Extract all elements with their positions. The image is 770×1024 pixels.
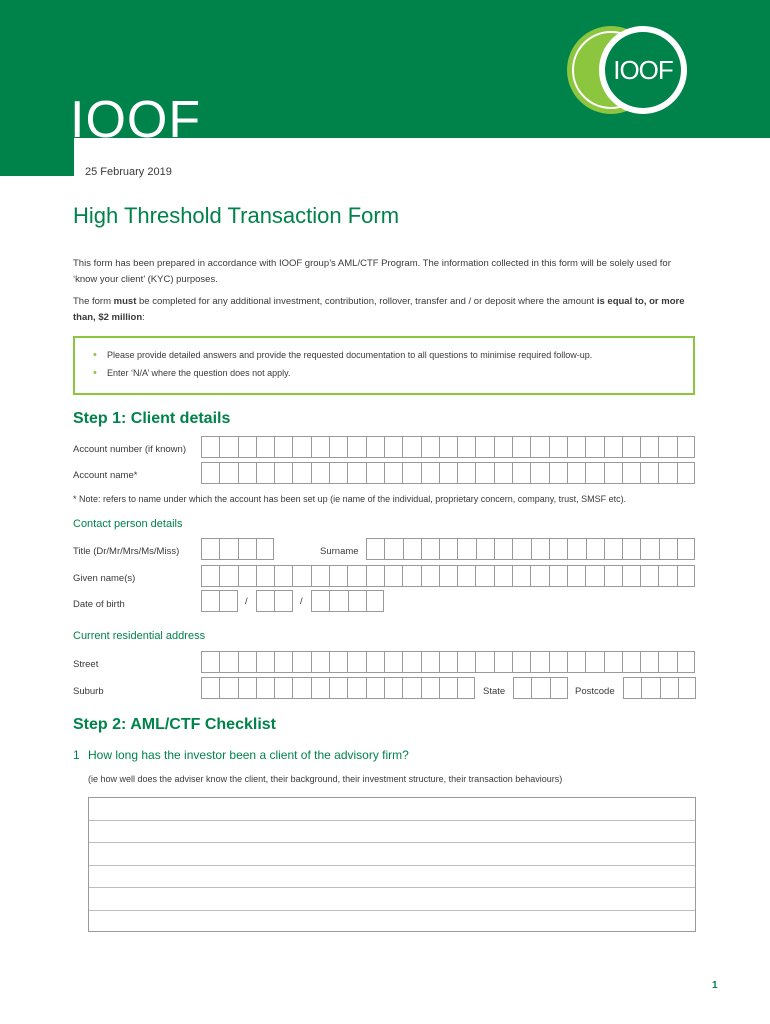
char-box[interactable]: [201, 590, 219, 612]
char-box[interactable]: [256, 677, 274, 699]
char-box[interactable]: [512, 462, 530, 484]
char-box[interactable]: [457, 651, 475, 673]
char-box[interactable]: [347, 565, 365, 587]
char-box[interactable]: [439, 538, 457, 560]
char-box[interactable]: [457, 538, 475, 560]
char-box[interactable]: [512, 565, 530, 587]
char-box[interactable]: [640, 565, 658, 587]
char-box[interactable]: [604, 462, 622, 484]
char-box[interactable]: [640, 436, 658, 458]
char-box[interactable]: [366, 436, 384, 458]
char-box[interactable]: [274, 677, 292, 699]
char-box[interactable]: [366, 538, 384, 560]
char-box[interactable]: [531, 677, 549, 699]
char-box[interactable]: [256, 462, 274, 484]
char-box[interactable]: [256, 565, 274, 587]
char-box[interactable]: [384, 651, 402, 673]
char-box[interactable]: [421, 436, 439, 458]
char-box[interactable]: [274, 651, 292, 673]
char-box[interactable]: [421, 651, 439, 673]
title-input[interactable]: [201, 538, 274, 560]
char-box[interactable]: [421, 462, 439, 484]
char-box[interactable]: [311, 651, 329, 673]
char-box[interactable]: [292, 677, 310, 699]
char-box[interactable]: [219, 677, 237, 699]
char-box[interactable]: [622, 462, 640, 484]
char-box[interactable]: [402, 436, 420, 458]
header-title: IOOF: [70, 91, 202, 149]
answer-line[interactable]: [89, 888, 695, 911]
char-box[interactable]: [659, 538, 677, 560]
bullet-icon: •: [93, 367, 97, 379]
char-box[interactable]: [475, 651, 493, 673]
char-box[interactable]: [476, 538, 494, 560]
char-box[interactable]: [402, 651, 420, 673]
char-box[interactable]: [530, 651, 548, 673]
char-box[interactable]: [512, 651, 530, 673]
char-box[interactable]: [219, 436, 237, 458]
char-box[interactable]: [640, 462, 658, 484]
char-box[interactable]: [494, 538, 512, 560]
given-names-label: Given name(s): [73, 573, 136, 584]
char-box[interactable]: [329, 677, 347, 699]
char-box[interactable]: [311, 677, 329, 699]
char-box[interactable]: [475, 565, 493, 587]
question-1-answer-area[interactable]: [88, 797, 696, 932]
char-box[interactable]: [347, 651, 365, 673]
question-hint: (ie how well does the adviser know the client, their background, their investment structure, their transaction behaviours): [88, 774, 563, 784]
char-box[interactable]: [366, 677, 384, 699]
step2-heading: Step 2: AML/CTF Checklist: [73, 716, 276, 733]
header-notch: [0, 138, 74, 176]
char-box[interactable]: [311, 462, 329, 484]
char-box[interactable]: [549, 538, 567, 560]
char-box[interactable]: [549, 651, 567, 673]
step1-heading: Step 1: Client details: [73, 410, 231, 427]
char-box[interactable]: [311, 436, 329, 458]
state-input[interactable]: [513, 677, 568, 699]
char-box[interactable]: [219, 565, 237, 587]
answer-line[interactable]: [89, 843, 695, 866]
dob-separator: /: [300, 596, 303, 607]
char-box[interactable]: [475, 436, 493, 458]
char-box[interactable]: [201, 538, 219, 560]
char-box[interactable]: [366, 651, 384, 673]
char-box[interactable]: [347, 677, 365, 699]
char-box[interactable]: [219, 651, 237, 673]
char-box[interactable]: [329, 590, 347, 612]
question-number: 1: [73, 748, 80, 762]
char-box[interactable]: [640, 651, 658, 673]
char-box[interactable]: [384, 565, 402, 587]
char-box[interactable]: [219, 590, 237, 612]
char-box[interactable]: [658, 436, 676, 458]
dob-year-input[interactable]: [311, 590, 384, 612]
char-box[interactable]: [586, 538, 604, 560]
char-box[interactable]: [604, 565, 622, 587]
postcode-input[interactable]: [623, 677, 696, 699]
char-box[interactable]: [384, 462, 402, 484]
char-box[interactable]: [311, 565, 329, 587]
char-box[interactable]: [513, 677, 531, 699]
char-box[interactable]: [457, 565, 475, 587]
char-box[interactable]: [585, 436, 603, 458]
char-box[interactable]: [292, 565, 310, 587]
char-box[interactable]: [439, 565, 457, 587]
instruction-item: • Please provide detailed answers and provide the requested documentation to all questions to minimise required follow-up.: [93, 346, 693, 364]
char-box[interactable]: [329, 565, 347, 587]
char-box[interactable]: [549, 462, 567, 484]
question-text: How long has the investor been a client of the advisory firm?: [88, 748, 409, 762]
contact-person-heading: Contact person details: [73, 518, 183, 530]
char-box[interactable]: [384, 538, 402, 560]
char-box[interactable]: [567, 565, 585, 587]
char-box[interactable]: [274, 565, 292, 587]
char-box[interactable]: [567, 462, 585, 484]
char-box[interactable]: [256, 651, 274, 673]
char-box[interactable]: [567, 538, 585, 560]
instructions-box: [73, 336, 695, 395]
char-box[interactable]: [256, 436, 274, 458]
page-number: 1: [712, 980, 718, 991]
bullet-icon: •: [93, 349, 97, 361]
char-box[interactable]: [347, 436, 365, 458]
char-box[interactable]: [403, 538, 421, 560]
char-box[interactable]: [201, 677, 219, 699]
given-names-input[interactable]: [201, 565, 695, 587]
char-box[interactable]: [530, 462, 548, 484]
intro-paragraph: This form has been prepared in accordance with IOOF group’s AML/CTF Program. The information collected in this form will be solely used for ‘know your client’ (KYC) purposes.: [73, 258, 671, 285]
char-box[interactable]: [201, 436, 219, 458]
char-box[interactable]: [678, 677, 696, 699]
char-box[interactable]: [274, 436, 292, 458]
char-box[interactable]: [567, 436, 585, 458]
char-box[interactable]: [494, 436, 512, 458]
dob-separator: /: [245, 596, 248, 607]
char-box[interactable]: [549, 436, 567, 458]
char-box[interactable]: [604, 538, 622, 560]
char-box[interactable]: [585, 462, 603, 484]
char-box[interactable]: [274, 462, 292, 484]
char-box[interactable]: [531, 538, 549, 560]
char-box[interactable]: [238, 651, 256, 673]
char-box[interactable]: [677, 436, 695, 458]
char-box[interactable]: [457, 436, 475, 458]
dob-month-input[interactable]: [256, 590, 293, 612]
char-box[interactable]: [658, 462, 676, 484]
title-label: Title (Dr/Mr/Mrs/Ms/Miss): [73, 546, 180, 557]
char-box[interactable]: [348, 590, 366, 612]
char-box[interactable]: [274, 590, 292, 612]
suburb-input[interactable]: [201, 677, 475, 699]
char-box[interactable]: [567, 651, 585, 673]
char-box[interactable]: [256, 538, 274, 560]
char-box[interactable]: [347, 462, 365, 484]
char-box[interactable]: [623, 677, 641, 699]
answer-line[interactable]: [89, 866, 695, 889]
char-box[interactable]: [677, 538, 695, 560]
char-box[interactable]: [641, 677, 659, 699]
char-box[interactable]: [640, 538, 658, 560]
char-box[interactable]: [238, 436, 256, 458]
form-title: High Threshold Transaction Form: [73, 203, 400, 228]
postcode-label: Postcode: [575, 686, 615, 697]
char-box[interactable]: [311, 590, 329, 612]
char-box[interactable]: [201, 462, 219, 484]
char-box[interactable]: [622, 538, 640, 560]
char-box[interactable]: [219, 538, 237, 560]
char-box[interactable]: [292, 462, 310, 484]
char-box[interactable]: [238, 677, 256, 699]
requirement-paragraph: The form must be completed for any additional investment, contribution, rollover, transfer and / or deposit where the amount is equal to, or more than, $2 million:: [73, 296, 685, 323]
answer-line[interactable]: [89, 798, 695, 821]
char-box[interactable]: [329, 462, 347, 484]
char-box[interactable]: [366, 565, 384, 587]
char-box[interactable]: [512, 436, 530, 458]
char-box[interactable]: [292, 651, 310, 673]
char-box[interactable]: [439, 677, 457, 699]
char-box[interactable]: [201, 565, 219, 587]
char-box[interactable]: [530, 565, 548, 587]
char-box[interactable]: [604, 436, 622, 458]
char-box[interactable]: [366, 590, 384, 612]
char-box[interactable]: [238, 462, 256, 484]
account-name-input[interactable]: [201, 462, 695, 484]
char-box[interactable]: [439, 436, 457, 458]
char-box[interactable]: [658, 651, 676, 673]
char-box[interactable]: [402, 677, 420, 699]
char-box[interactable]: [457, 462, 475, 484]
question-1: [73, 748, 409, 762]
char-box[interactable]: [329, 651, 347, 673]
char-box[interactable]: [622, 651, 640, 673]
street-input[interactable]: [201, 651, 695, 673]
dob-label: Date of birth: [73, 599, 125, 610]
street-label: Street: [73, 659, 99, 670]
instruction-item: • Enter ‘N/A’ where the question does not apply.: [93, 364, 693, 382]
char-box[interactable]: [457, 677, 475, 699]
char-box[interactable]: [439, 462, 457, 484]
char-box[interactable]: [402, 462, 420, 484]
surname-input[interactable]: [366, 538, 695, 560]
char-box[interactable]: [604, 651, 622, 673]
suburb-label: Suburb: [73, 686, 104, 697]
char-box[interactable]: [585, 565, 603, 587]
char-box[interactable]: [660, 677, 678, 699]
answer-line[interactable]: [89, 821, 695, 844]
char-box[interactable]: [622, 436, 640, 458]
char-box[interactable]: [475, 462, 493, 484]
char-box[interactable]: [238, 538, 256, 560]
answer-line[interactable]: [89, 911, 695, 934]
state-label: State: [483, 686, 506, 697]
char-box[interactable]: [329, 436, 347, 458]
char-box[interactable]: [384, 436, 402, 458]
char-box[interactable]: [421, 565, 439, 587]
char-box[interactable]: [530, 436, 548, 458]
char-box[interactable]: [677, 462, 695, 484]
char-box[interactable]: [238, 565, 256, 587]
account-name-label: Account name*: [73, 470, 138, 481]
surname-label: Surname: [320, 546, 359, 557]
char-box[interactable]: [677, 651, 695, 673]
char-box[interactable]: [439, 651, 457, 673]
char-box[interactable]: [550, 677, 568, 699]
form-date: 25 February 2019: [85, 166, 172, 178]
char-box[interactable]: [494, 462, 512, 484]
char-box[interactable]: [658, 565, 676, 587]
char-box[interactable]: [549, 565, 567, 587]
char-box[interactable]: [512, 538, 530, 560]
char-box[interactable]: [622, 565, 640, 587]
char-box[interactable]: [201, 651, 219, 673]
residential-address-heading: Current residential address: [73, 630, 206, 642]
char-box[interactable]: [421, 677, 439, 699]
char-box[interactable]: [494, 565, 512, 587]
char-box[interactable]: [256, 590, 274, 612]
account-note: * Note: refers to name under which the account has been set up (ie name of the individual, proprietary concern, company, trust, SMSF etc).: [73, 494, 627, 504]
char-box[interactable]: [421, 538, 439, 560]
char-box[interactable]: [292, 436, 310, 458]
ioof-logo-icon: [565, 22, 690, 118]
account-number-label: Account number (if known): [73, 444, 186, 455]
dob-day-input[interactable]: [201, 590, 238, 612]
char-box[interactable]: [366, 462, 384, 484]
logo-text: IOOF: [613, 55, 673, 85]
char-box[interactable]: [384, 677, 402, 699]
char-box[interactable]: [494, 651, 512, 673]
char-box[interactable]: [219, 462, 237, 484]
char-box[interactable]: [677, 565, 695, 587]
char-box[interactable]: [585, 651, 603, 673]
account-number-input[interactable]: [201, 436, 695, 458]
char-box[interactable]: [402, 565, 420, 587]
